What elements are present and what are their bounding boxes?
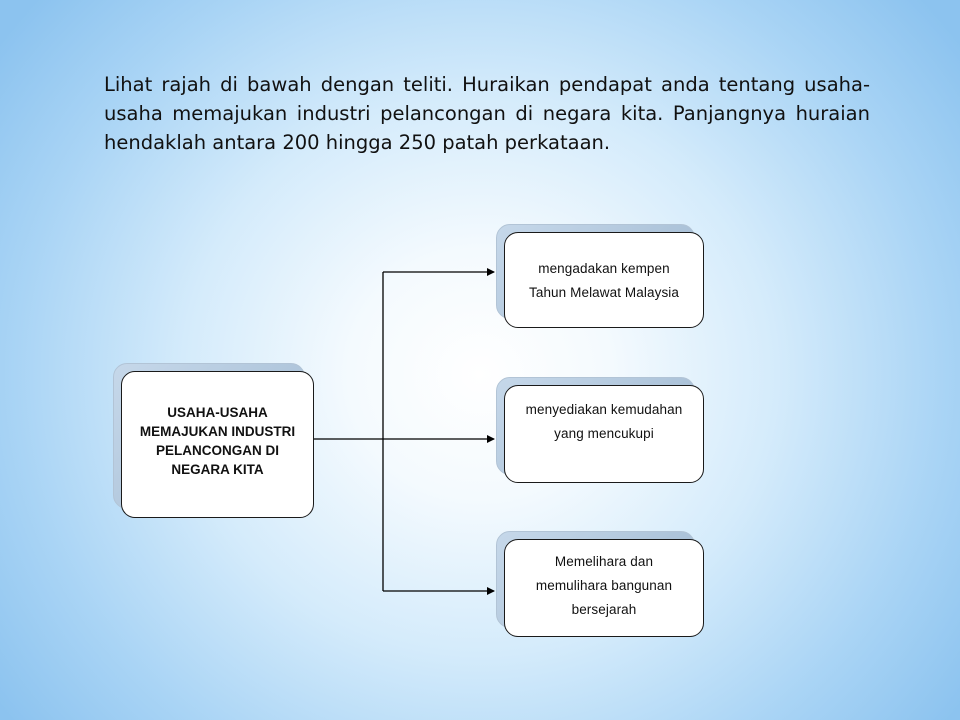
branch-box-2 xyxy=(504,385,704,483)
branch-box-3 xyxy=(504,539,704,637)
branch-box-1-label: mengadakan kempen Tahun Melawat Malaysia xyxy=(528,261,680,300)
branch-box-3-label: Memelihara dan memulihara bangunan bersejarah xyxy=(535,554,673,617)
branch-box-2-label: menyediakan kemudahan yang mencukupi xyxy=(525,402,683,441)
instruction-text: Lihat rajah di bawah dengan teliti. Huraikan pendapat anda tentang usaha-usaha memajukan industri pelancongan di negara kita. Panjangnya huraian hendaklah antara 200 hingga 250 patah perkataan. xyxy=(104,73,870,154)
main-box-label: USAHA-USAHA MEMAJUKAN INDUSTRI PELANCONGAN DI NEGARA KITA xyxy=(139,404,296,477)
main-box xyxy=(121,371,314,518)
branch-box-1 xyxy=(504,232,704,328)
